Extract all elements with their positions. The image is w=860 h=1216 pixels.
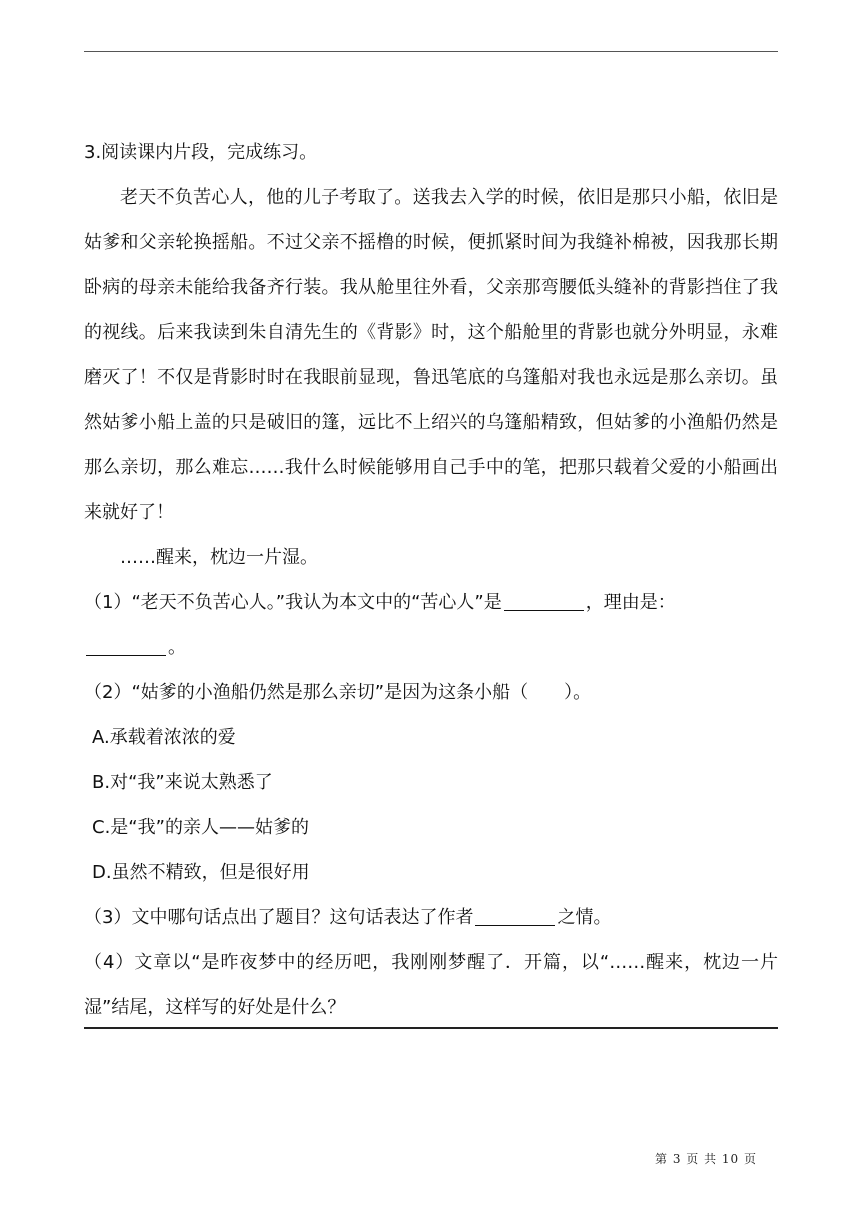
question-title: 3.阅读课内片段，完成练习。 (84, 142, 318, 163)
q3-text-b: 之情。 (557, 907, 612, 928)
option-d: D.虽然不精致，但是很好用 (92, 862, 310, 883)
page-number: 第 3 页 共 10 页 (655, 1152, 757, 1166)
q1-text-c: 。 (168, 637, 186, 658)
answer-area-rule (84, 1027, 778, 1029)
sub-question-3 (84, 895, 778, 940)
answer-blank[interactable] (86, 637, 166, 656)
q1-text-a: （1）“老天不负苦心人。”我认为本文中的“苦心人”是 (84, 592, 502, 613)
answer-blank[interactable] (475, 907, 555, 926)
q3-text-a: （3）文中哪句话点出了题目？这句话表达了作者 (84, 907, 474, 928)
header-rule (84, 51, 778, 52)
passage-paragraph: 老天不负苦心人，他的儿子考取了。送我去入学的时候，依旧是那只小船，依旧是姑爹和父亲轮换摇船。不过父亲不摇橹的时候，便抓紧时间为我缝补棉被，因我那长期卧病的母亲未能给我备齐行装。我从舱里往外看，父亲那弯腰低头缝补的背影挡住了我的视线。后来我读到朱自清先生的《背影》时，这个船舱里的背影也就分外明显，永难磨灭了！不仅是背影时时在我眼前显现，鲁迅笔底的乌篷船对我也永远是那么亲切。虽然姑爹小船上盖的只是破旧的篷，远比不上绍兴的乌篷船精致，但姑爹的小渔船仍然是那么亲切，那么难忘……我什么时候能够用自己手中的笔，把那只载着父爱的小船画出来就好了！ (84, 187, 778, 523)
sub-question-1-cont (84, 625, 778, 670)
q1-text-b: ，理由是： (585, 592, 676, 613)
option-b: B.对“我”来说太熟悉了 (92, 772, 273, 793)
option-a: A.承载着浓浓的爱 (92, 727, 236, 748)
sub-question-2: （2）“姑爹的小渔船仍然是那么亲切”是因为这条小船（ ）。 (84, 682, 592, 703)
sub-question-1 (84, 580, 778, 625)
sub-question-4: （4）文章以“是昨夜梦中的经历吧，我刚刚梦醒了．开篇，以“……醒来，枕边一片湿”结尾，这样写的好处是什么？ (84, 952, 778, 1018)
question-block (84, 130, 778, 1030)
passage-ending: ……醒来，枕边一片湿。 (120, 547, 318, 568)
answer-blank[interactable] (504, 592, 584, 611)
option-c: C.是“我”的亲人——姑爹的 (92, 817, 309, 838)
